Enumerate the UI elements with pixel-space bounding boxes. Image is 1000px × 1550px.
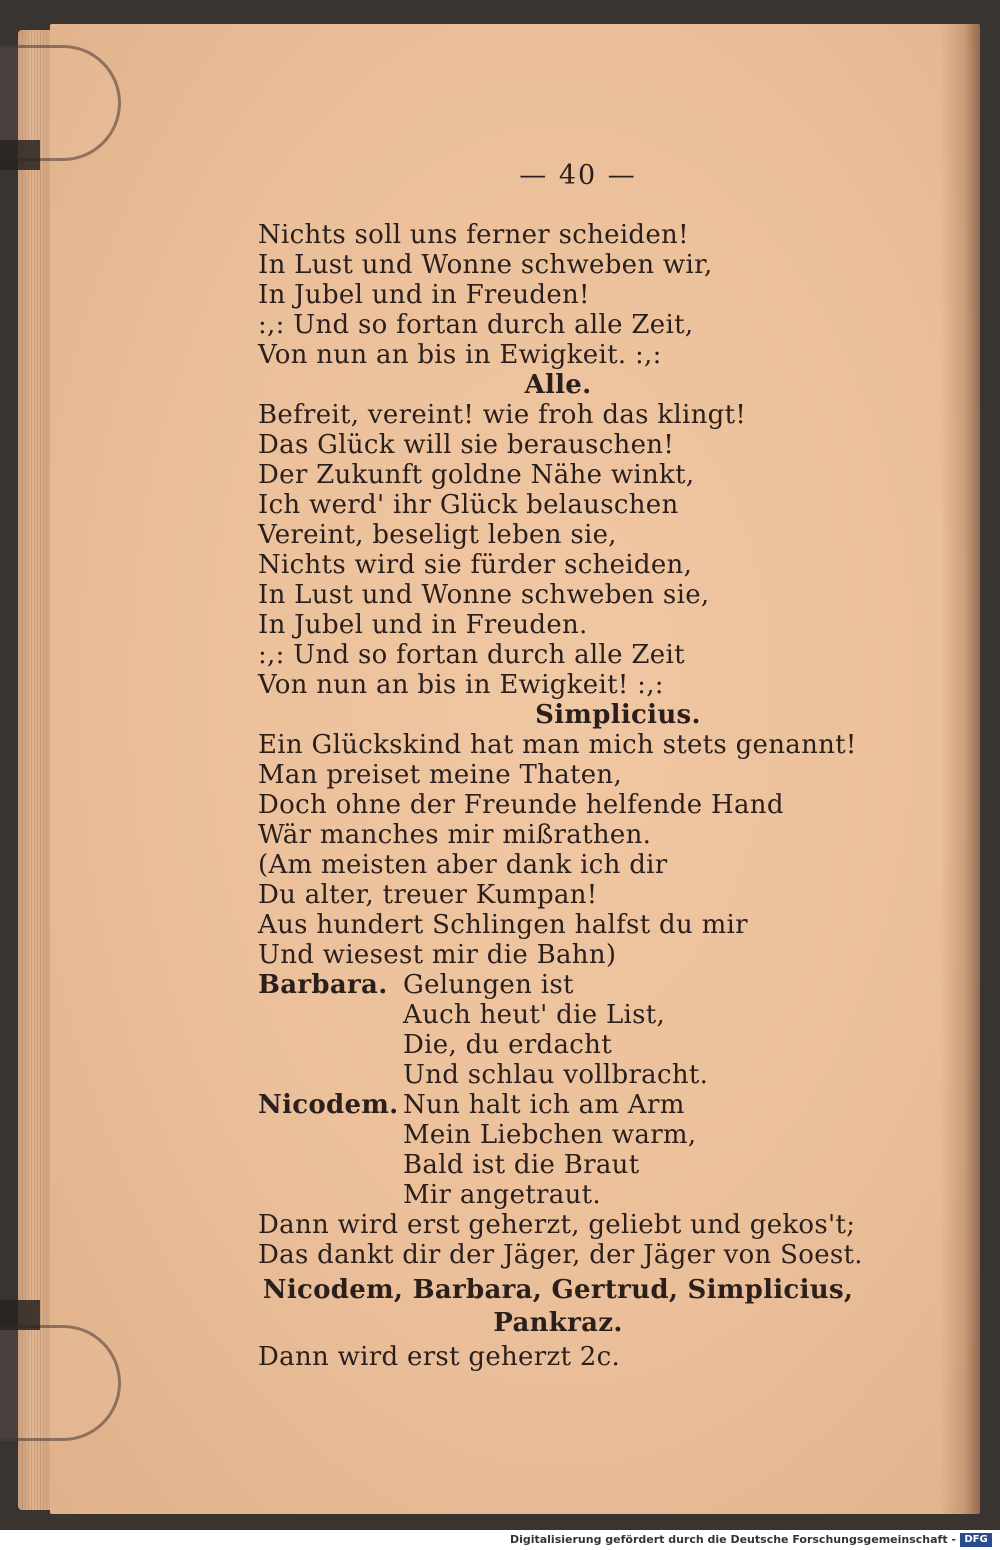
speaker-heading: Simplicius.	[535, 700, 701, 730]
text-line: Von nun an bis in Ewigkeit! :,:	[258, 670, 664, 700]
text-line: Von nun an bis in Ewigkeit. :,:	[258, 340, 662, 370]
text-line: Befreit, vereint! wie froh das klingt!	[258, 400, 747, 430]
text-line: Dann wird erst geherzt 2c.	[258, 1342, 621, 1372]
text-line: Nun halt ich am Arm	[403, 1090, 685, 1120]
book-clamp-bottom	[0, 1325, 121, 1441]
text-line: :,: Und so fortan durch alle Zeit	[258, 640, 685, 670]
text-line: Doch ohne der Freunde helfende Hand	[258, 790, 784, 820]
text-line: Vereint, beseligt leben sie,	[258, 520, 617, 550]
text-line: Und wiesest mir die Bahn)	[258, 940, 617, 970]
text-line: In Jubel und in Freuden.	[258, 610, 588, 640]
text-line: Ich werd' ihr Glück belauschen	[258, 490, 679, 520]
text-line: Gelungen ist	[403, 970, 574, 1000]
clamp-bar-bottom	[0, 1300, 40, 1330]
page-number: — 40 —	[519, 160, 637, 191]
text-line: Aus hundert Schlingen halfst du mir	[258, 910, 748, 940]
text-line: Das dankt dir der Jäger, der Jäger von Soest.	[258, 1240, 863, 1270]
text-line: Mein Liebchen warm,	[403, 1120, 697, 1150]
text-line: Nichts soll uns ferner scheiden!	[258, 220, 689, 250]
text-line: (Am meisten aber dank ich dir	[258, 850, 668, 880]
text-line: Ein Glückskind hat man mich stets genannt!	[258, 730, 857, 760]
speaker-heading: Alle.	[524, 370, 592, 400]
speaker-heading: Pankraz.	[493, 1308, 623, 1338]
text-line: Wär manches mir mißrathen.	[258, 820, 652, 850]
text-line: Mir angetraut.	[403, 1180, 601, 1210]
dfg-logo: DFG	[960, 1533, 992, 1547]
speaker-heading: Nicodem, Barbara, Gertrud, Simplicius,	[262, 1275, 854, 1305]
text-line: Und schlau vollbracht.	[403, 1060, 709, 1090]
text-line: Das Glück will sie berauschen!	[258, 430, 675, 460]
text-line: In Lust und Wonne schweben wir,	[258, 250, 713, 280]
text-line: Der Zukunft goldne Nähe winkt,	[258, 460, 695, 490]
text-line: Man preiset meine Thaten,	[258, 760, 623, 790]
text-line: Dann wird erst geherzt, geliebt und gekos't;	[258, 1210, 856, 1240]
text-line: Bald ist die Braut	[403, 1150, 640, 1180]
text-line: Nichts wird sie fürder scheiden,	[258, 550, 693, 580]
footer-credit: Digitalisierung gefördert durch die Deutsche Forschungsgemeinschaft -	[509, 1533, 956, 1546]
speaker-name: Nicodem.	[258, 1090, 399, 1120]
text-line: Du alter, treuer Kumpan!	[258, 880, 598, 910]
text-line: In Jubel und in Freuden!	[258, 280, 590, 310]
page-spine-shadow	[940, 24, 980, 1514]
text-line: Auch heut' die List,	[403, 1000, 666, 1030]
clamp-bar-top	[0, 140, 40, 170]
text-line: Die, du erdacht	[403, 1030, 612, 1060]
speaker-name: Barbara.	[258, 970, 388, 1000]
digitization-footer	[0, 1530, 1000, 1550]
text-line: In Lust und Wonne schweben sie,	[258, 580, 710, 610]
text-line: :,: Und so fortan durch alle Zeit,	[258, 310, 694, 340]
